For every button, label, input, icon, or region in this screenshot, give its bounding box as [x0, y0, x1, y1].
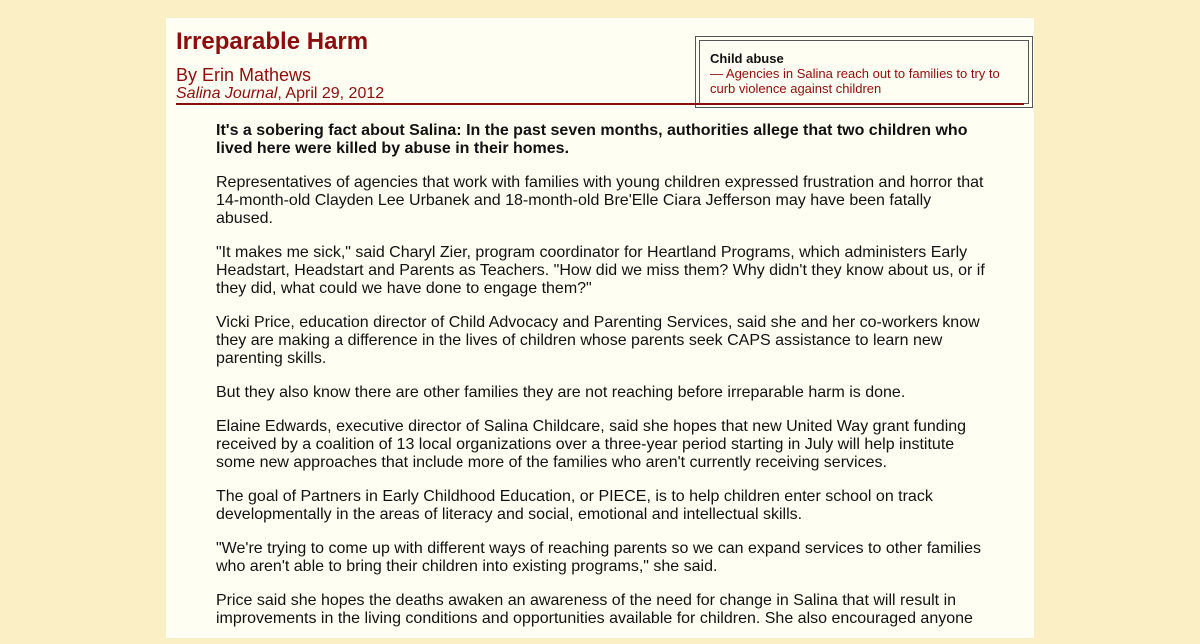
topic-box-inner	[699, 40, 1029, 104]
topic-box	[695, 36, 1033, 108]
topic-heading: Child abuse	[710, 51, 784, 66]
article-body	[216, 122, 988, 644]
paragraph: Vicki Price, education director of Child Advocacy and Parenting Services, said she and her co-workers know they are making a difference in the lives of children whose parents seek CAPS assistance to learn new parenting skills.	[216, 314, 980, 367]
paragraph: Representatives of agencies that work with families with young children expressed frustration and horror that 14-month-old Clayden Lee Urbanek and 18-month-old Bre'Elle Ciara Jefferson may have been fatally abused.	[216, 174, 984, 227]
byline: By Erin Mathews	[176, 65, 312, 85]
publication-name: Salina Journal	[176, 85, 278, 102]
lead-paragraph: It's a sobering fact about Salina: In the past seven months, authorities allege that two children who lived here were killed by abuse in their homes.	[216, 122, 968, 157]
paragraph: Elaine Edwards, executive director of Salina Childcare, said she hopes that new United Way grant funding received by a coalition of 13 local organizations over a three-year period starting in July will help institute some new approaches that include more of the families who aren't currently receiving services.	[216, 418, 967, 471]
paragraph: But they also know there are other families they are not reaching before irreparable harm is done.	[216, 384, 906, 401]
paragraph: Price said she hopes the deaths awaken an awareness of the need for change in Salina that will result in improvements in the living conditions and opportunities available for children. She also encouraged anyone	[216, 592, 973, 627]
paragraph: "It makes me sick," said Charyl Zier, program coordinator for Heartland Programs, which administers Early Headstart, Headstart and Parents as Teachers. "How did we miss them? Why didn't they know about us, or if they did, what could we have done to engage them?"	[216, 244, 985, 297]
paragraph: The goal of Partners in Early Childhood Education, or PIECE, is to help children enter school on track developmentally in the areas of literacy and social, emotional and intellectual skills.	[216, 488, 933, 523]
article-title: Irreparable Harm	[176, 28, 369, 55]
header-divider	[176, 103, 1024, 105]
article-header	[176, 26, 1024, 106]
publication-date: , April 29, 2012	[277, 85, 385, 102]
topic-description: — Agencies in Salina reach out to families to try to curb violence against children	[710, 66, 1000, 96]
article-page	[166, 18, 1034, 638]
paragraph: "We're trying to come up with different ways of reaching parents so we can expand services to other families who aren't able to bring their children into existing programs," she said.	[216, 540, 981, 575]
source-line	[176, 84, 384, 104]
